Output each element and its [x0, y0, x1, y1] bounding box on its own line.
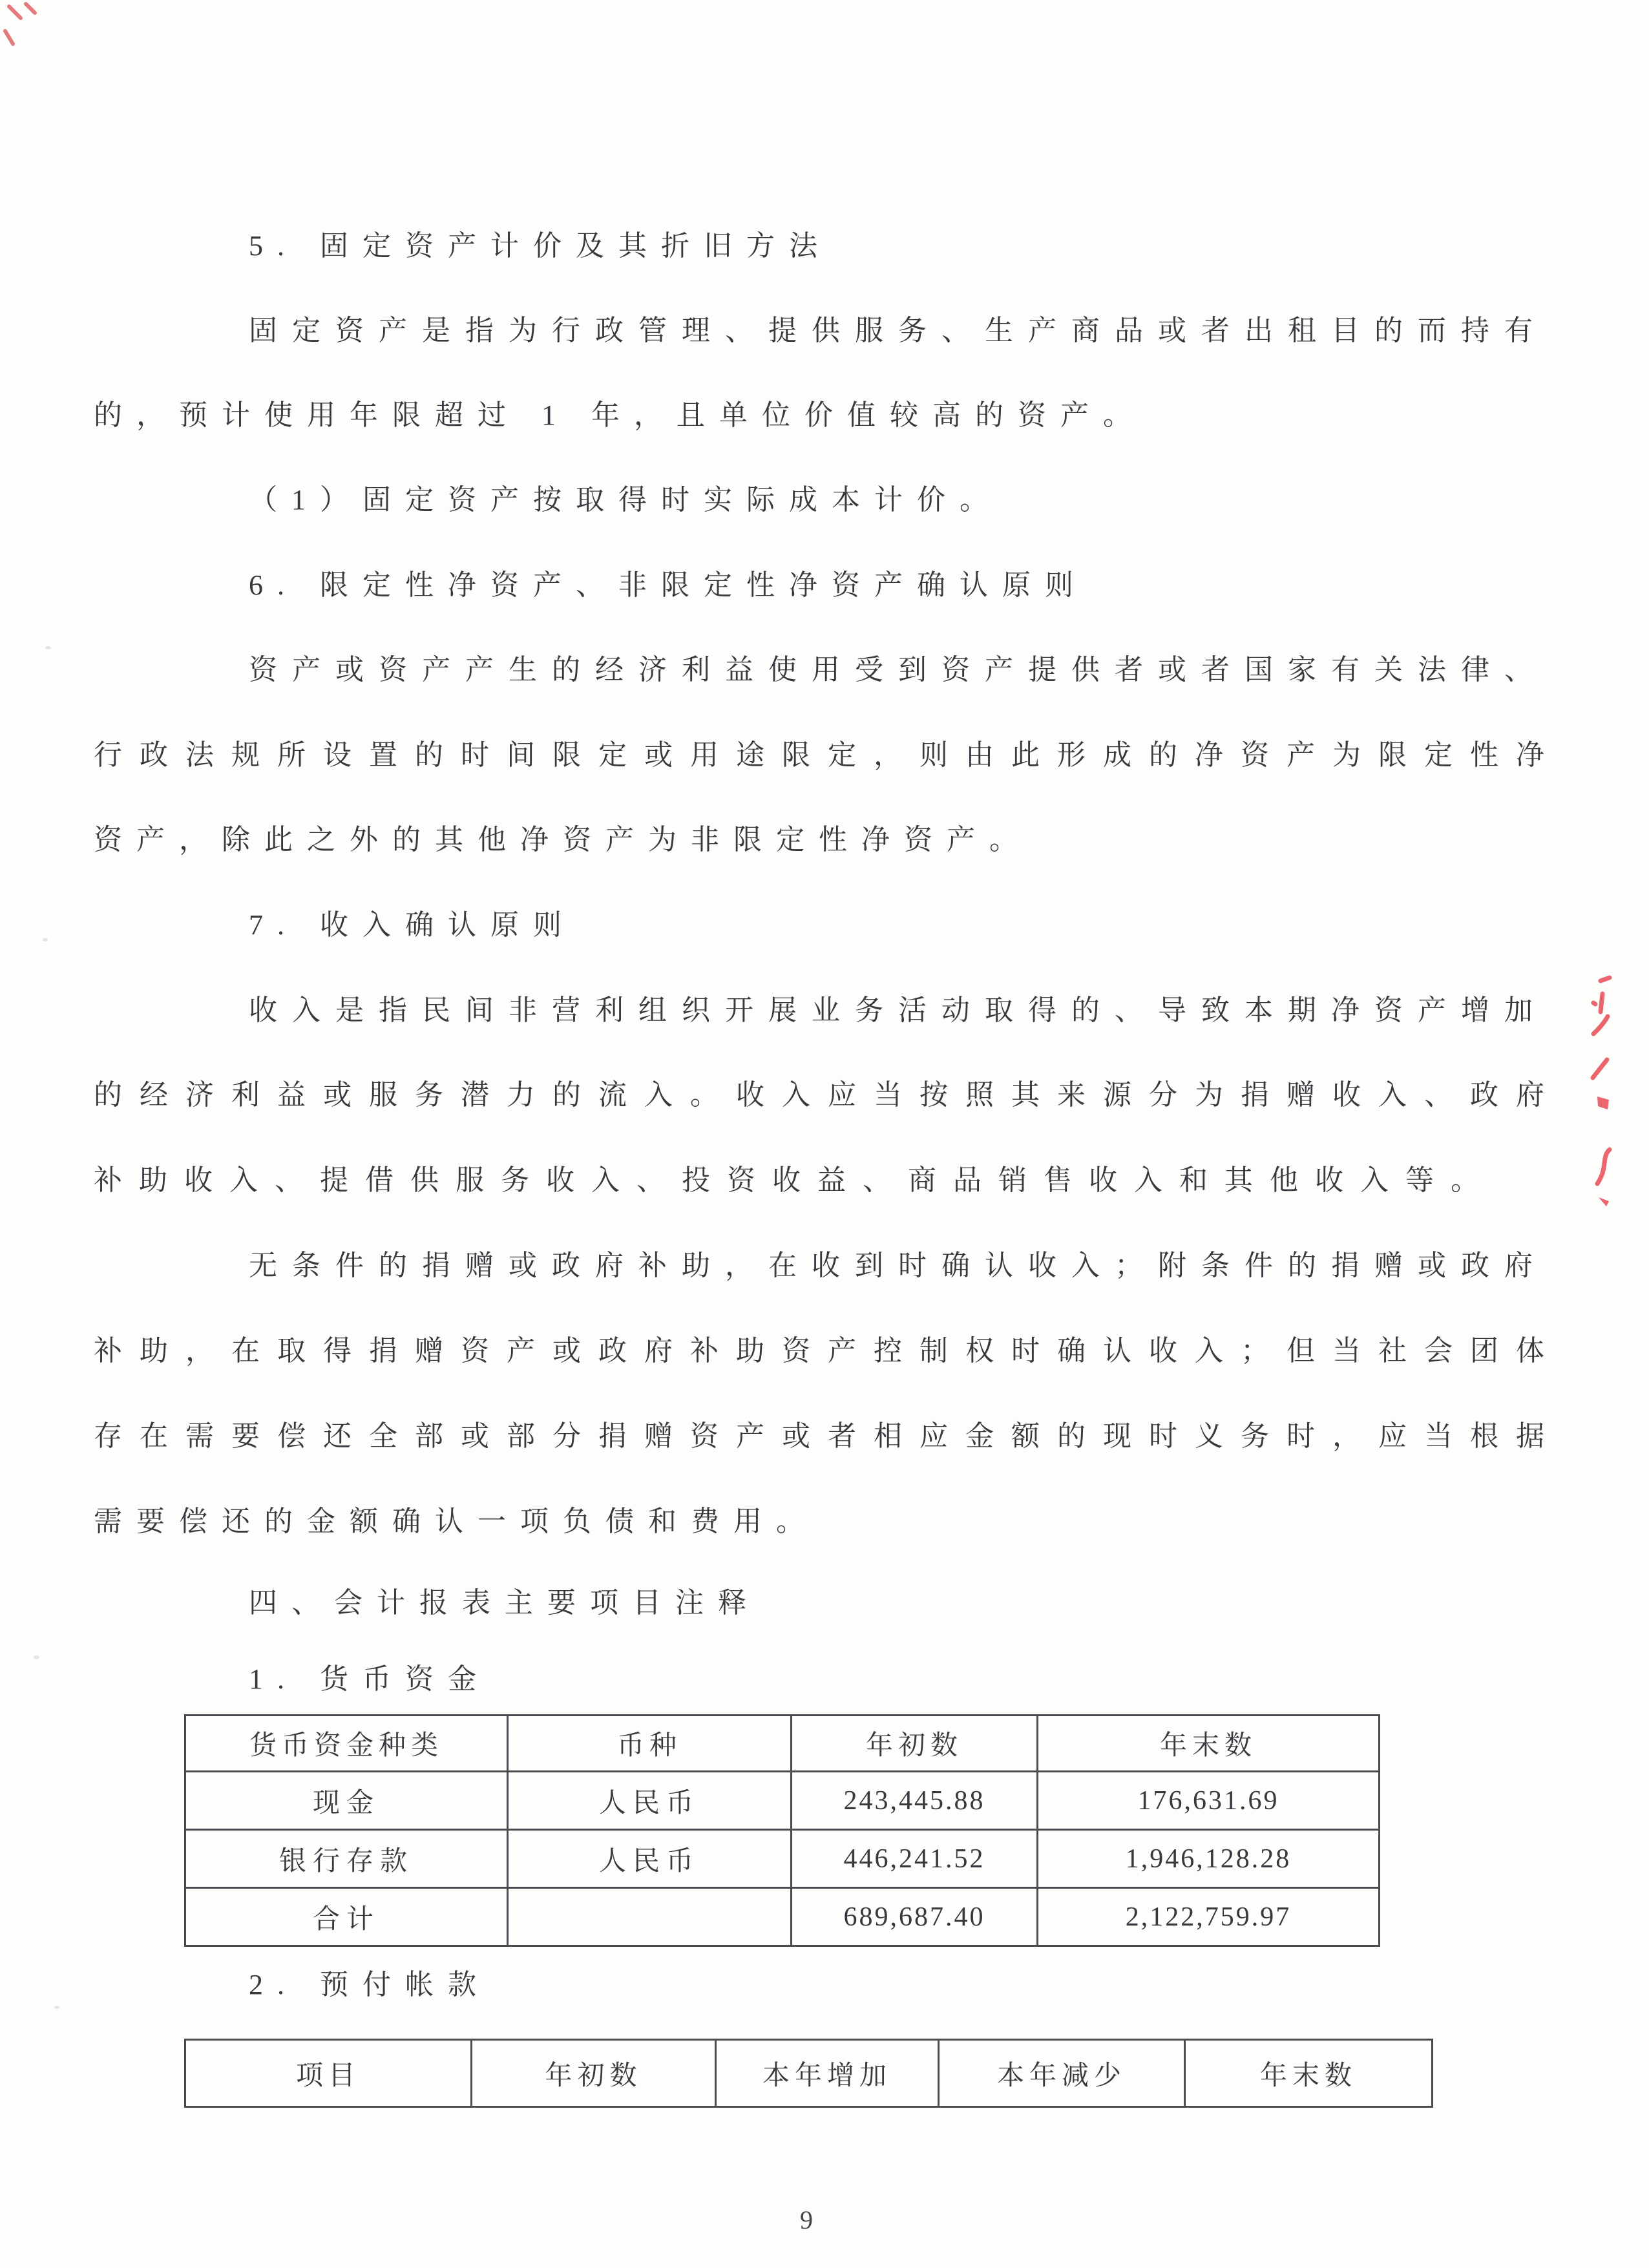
paragraph-line: 的，预计使用年限超过 1 年，且单位价值较高的资产。: [94, 399, 1146, 431]
row-label: 银行存款: [185, 1830, 508, 1888]
paragraph-line: 无条件的捐赠或政府补助，在收到时确认收入；附条件的捐赠或政府: [249, 1250, 1548, 1281]
scan-speck: [34, 1655, 39, 1659]
table-row: [185, 1830, 1380, 1888]
prepayments-table: [184, 2039, 1433, 2108]
year-end: 2,122,759.97: [1038, 1888, 1380, 1946]
page-number: 9: [800, 2205, 813, 2234]
paragraph-line: 补助收入、提借供服务收入、投资收益、商品销售收入和其他收入等。: [94, 1164, 1496, 1196]
column-header: 年初数: [472, 2040, 716, 2107]
year-end: 176,631.69: [1038, 1772, 1380, 1830]
table-row-total: [185, 1888, 1380, 1946]
currency: [508, 1888, 792, 1946]
paragraph-line: 收入是指民间非营利组织开展业务活动取得的、导致本期净资产增加: [249, 994, 1548, 1026]
scan-speck: [45, 646, 51, 649]
paragraph-line: 的经济利益或服务潜力的流入。收入应当按照其来源分为捐赠收入、政府: [94, 1079, 1562, 1111]
paragraph-line: 需要偿还的金额确认一项负债和费用。: [94, 1506, 819, 1537]
corner-red-mark: [0, 0, 58, 65]
heading-monetary-funds: 1. 货币资金: [249, 1663, 490, 1695]
year-start: 689,687.40: [792, 1888, 1038, 1946]
column-header: 本年增加: [716, 2040, 939, 2107]
paragraph-line: （1）固定资产按取得时实际成本计价。: [249, 484, 1002, 516]
row-label: 现金: [185, 1772, 508, 1830]
row-label: 合计: [185, 1888, 508, 1946]
paragraph-line: 资产或资产产生的经济利益使用受到资产提供者或者国家有关法律、: [249, 654, 1548, 686]
currency: 人民币: [508, 1772, 792, 1830]
scan-speck: [43, 938, 48, 941]
column-header: 年末数: [1038, 1716, 1380, 1772]
table-row: [185, 1772, 1380, 1830]
column-header: 货币资金种类: [185, 1716, 508, 1772]
heading-revenue-recognition: 7. 收入确认原则: [249, 909, 576, 941]
paragraph-line: 补助，在取得捐赠资产或政府补助资产控制权时确认收入；但当社会团体: [94, 1335, 1562, 1367]
currency: 人民币: [508, 1830, 792, 1888]
paragraph-line: 存在需要偿还全部或部分捐赠资产或者相应金额的现时义务时，应当根据: [94, 1420, 1562, 1452]
column-header: 年末数: [1185, 2040, 1433, 2107]
red-stamp-fragment: [1577, 963, 1625, 1221]
paragraph-line: 资产，除此之外的其他净资产为非限定性净资产。: [94, 824, 1032, 856]
monetary-funds-table: [184, 1714, 1380, 1947]
column-header: 币种: [508, 1716, 792, 1772]
paragraph-line: 行政法规所设置的时间限定或用途限定，则由此形成的净资产为限定性净: [94, 739, 1562, 771]
paragraph-line: 固定资产是指为行政管理、提供服务、生产商品或者出租目的而持有: [249, 315, 1548, 346]
year-start: 446,241.52: [792, 1830, 1038, 1888]
scan-speck: [54, 2006, 59, 2009]
column-header: 本年减少: [939, 2040, 1185, 2107]
table-header-row: [185, 1716, 1380, 1772]
year-end: 1,946,128.28: [1038, 1830, 1380, 1888]
table-header-row: [185, 2040, 1433, 2107]
heading-net-assets: 6. 限定性净资产、非限定性净资产确认原则: [249, 569, 1087, 601]
column-header: 项目: [185, 2040, 472, 2107]
heading-fixed-assets: 5. 固定资产计价及其折旧方法: [249, 230, 832, 262]
column-header: 年初数: [792, 1716, 1038, 1772]
heading-notes-section: 四、会计报表主要项目注释: [249, 1587, 761, 1619]
heading-prepayments: 2. 预付帐款: [249, 1969, 490, 2000]
year-start: 243,445.88: [792, 1772, 1038, 1830]
